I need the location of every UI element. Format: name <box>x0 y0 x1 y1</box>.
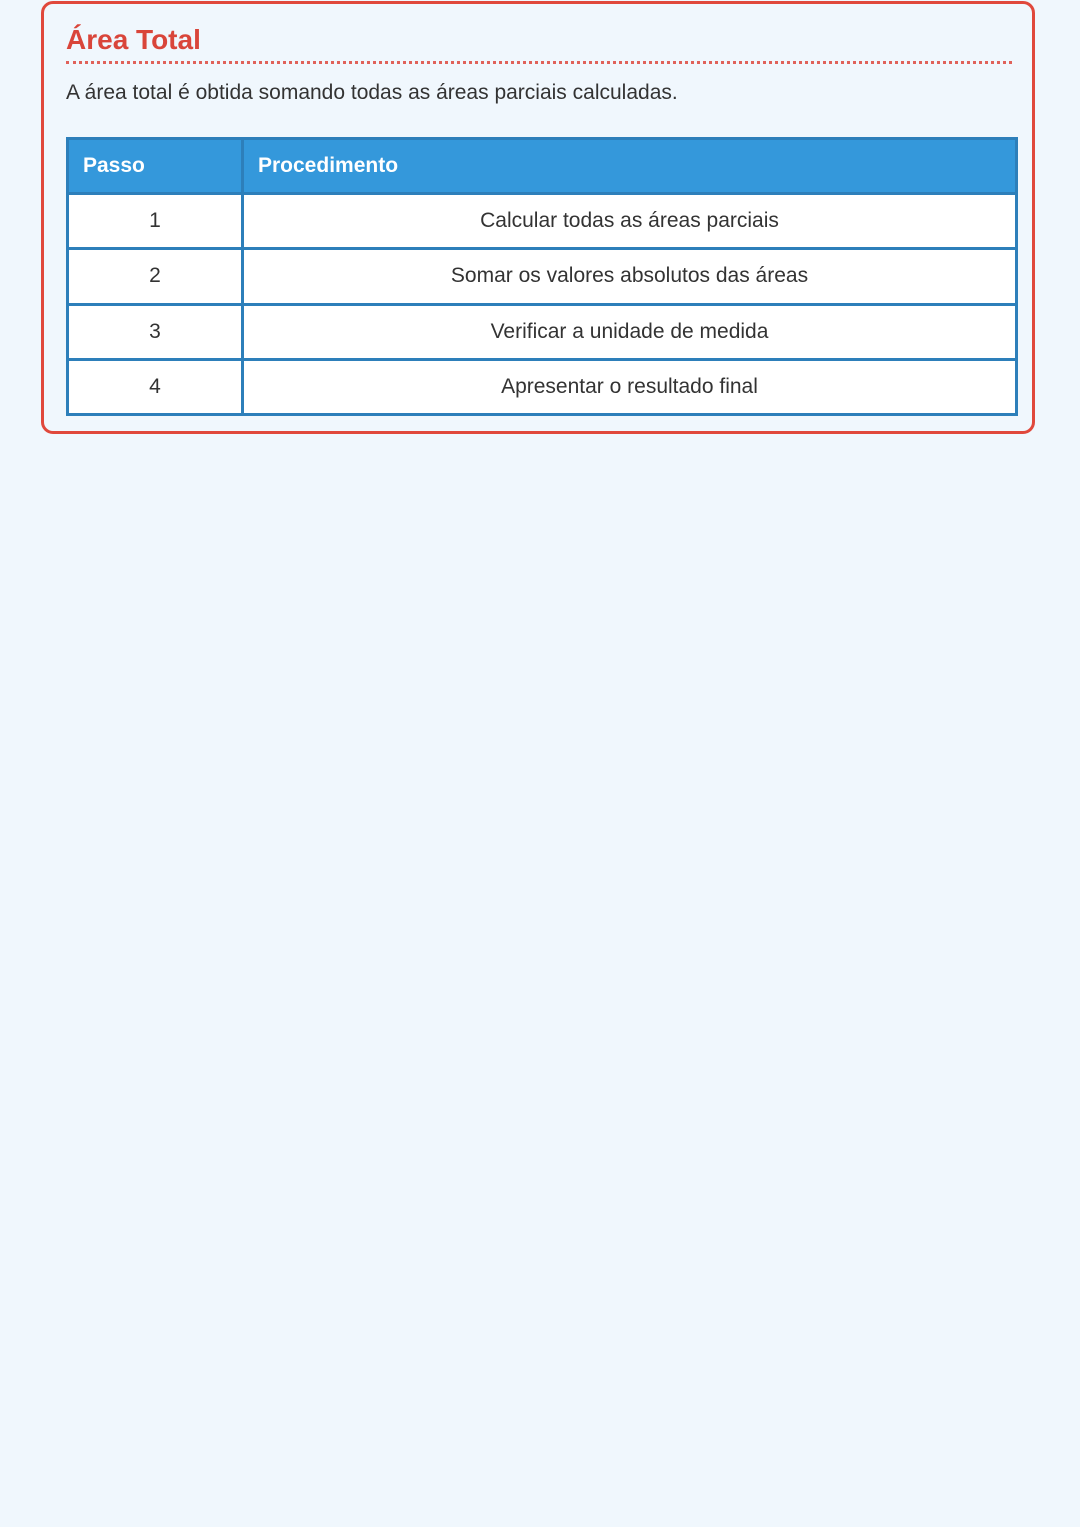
title-dotted-divider <box>66 61 1012 64</box>
table-row <box>68 249 1017 304</box>
area-total-card <box>41 1 1035 434</box>
card-title: Área Total <box>66 24 201 55</box>
step-number: 3 <box>68 304 243 359</box>
card-intro-text: A área total é obtida somando todas as áreas parciais calculadas. <box>66 81 678 104</box>
header-step: Passo <box>68 139 243 194</box>
steps-table <box>66 137 1018 416</box>
step-procedure: Calcular todas as áreas parciais <box>243 194 1017 249</box>
table-row <box>68 359 1017 414</box>
step-number: 4 <box>68 359 243 414</box>
step-procedure: Somar os valores absolutos das áreas <box>243 249 1017 304</box>
step-number: 2 <box>68 249 243 304</box>
header-procedure: Procedimento <box>243 139 1017 194</box>
step-number: 1 <box>68 194 243 249</box>
table-row <box>68 304 1017 359</box>
step-procedure: Apresentar o resultado final <box>243 359 1017 414</box>
table-row <box>68 194 1017 249</box>
table-header-row <box>68 139 1017 194</box>
step-procedure: Verificar a unidade de medida <box>243 304 1017 359</box>
